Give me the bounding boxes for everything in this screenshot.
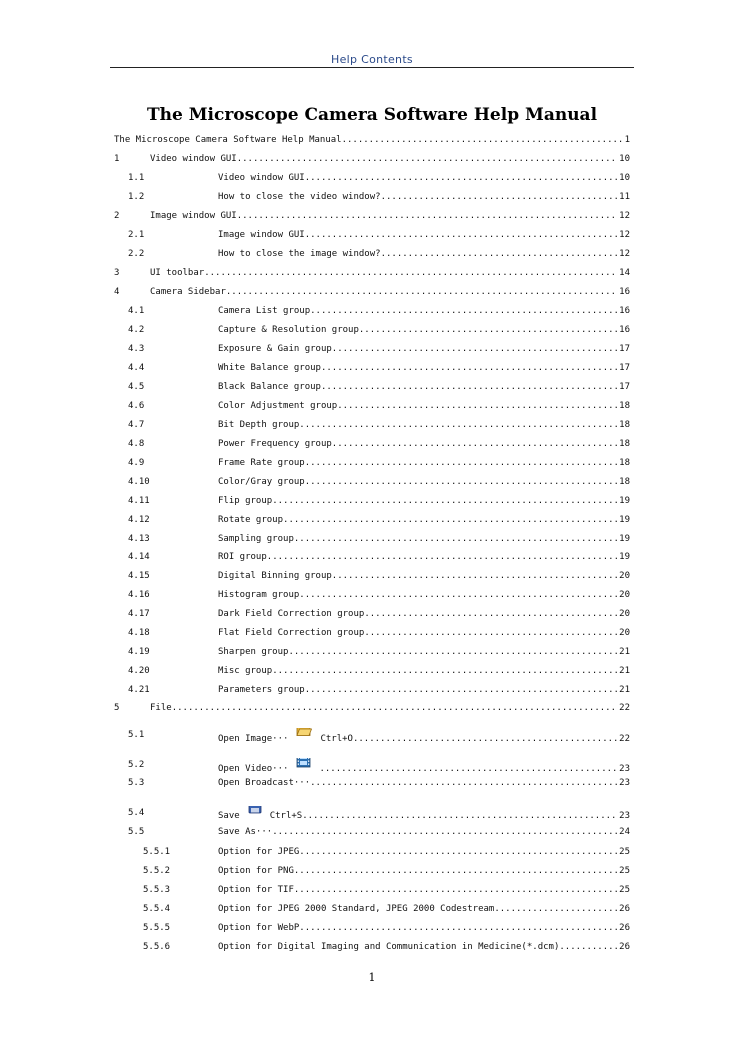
toc-entry-page: 25 [619,847,630,857]
dot-leader [272,825,618,839]
dot-leader [332,569,618,583]
toc-entry-title: Histogram group [218,590,300,600]
toc-entry-page: 18 [619,420,630,430]
toc-entry[interactable] [114,921,630,935]
toc-entry-page: 21 [619,685,630,695]
toc-entry-number: 5.5.4 [143,904,171,914]
dot-leader [288,645,618,659]
toc-entry-number: 2 [114,211,120,221]
toc-entry-page: 17 [619,363,630,373]
toc-entry-title: Capture & Resolution group [218,325,359,335]
toc-entry-page: 23 [619,763,630,774]
toc-entry-title: Video window GUI [150,154,237,164]
toc-entry-shortcut: Ctrl+O [320,733,353,744]
dot-leader [321,361,618,375]
toc-entry-page: 12 [619,230,630,240]
toc-entry[interactable] [114,475,630,489]
dot-leader [319,762,618,776]
toc-entry[interactable] [114,607,630,621]
toc-entry-number: 5.5.5 [143,923,171,933]
dot-leader [342,133,624,147]
toc-entry[interactable] [114,683,630,697]
page-number: 1 [368,971,376,984]
toc-entry-page: 22 [619,703,630,713]
dot-leader [364,607,618,621]
toc-entry-title: How to close the video window? [218,192,381,202]
dot-leader [381,247,619,261]
toc-entry-title: Power Frequency group [218,439,332,449]
toc-entry-title: UI toolbar [150,268,205,278]
toc-entry-page: 23 [619,778,630,788]
toc-entry[interactable] [114,437,630,451]
toc-entry-number: 1.1 [128,173,145,183]
toc-entry-number: 4.4 [128,363,145,373]
toc-entry-page: 21 [619,666,630,676]
dot-leader [294,532,618,546]
toc-entry-page: 26 [619,923,630,933]
dot-leader [305,171,618,185]
toc-entry-title: Sampling group [218,534,294,544]
dot-leader [172,701,618,715]
toc-entry-page: 10 [619,173,630,183]
dot-leader [381,190,619,204]
toc-entry-title: Camera Sidebar [150,287,226,297]
toc-entry-page: 18 [619,458,630,468]
toc-entry-number: 5.1 [128,730,145,740]
toc-entry[interactable] [114,152,630,166]
open-folder-icon [296,728,312,743]
dot-leader [294,864,618,878]
toc-entry-title: Rotate group [218,515,284,525]
toc-entry-page: 18 [619,477,630,487]
toc-entry-number: 5.5 [128,827,145,837]
toc-entry-title: Flip group [218,496,273,506]
document-title: The Microscope Camera Software Help Manual [146,105,598,125]
toc-entry[interactable] [114,883,630,897]
dot-leader [294,883,618,897]
toc-entry-number: 5.4 [128,808,145,818]
toc-entry-page: 25 [619,866,630,876]
toc-entry[interactable] [114,418,630,432]
toc-entry-title: Option for WebP [218,923,300,933]
toc-entry[interactable] [114,902,630,916]
toc-entry-page: 11 [619,192,630,202]
dot-leader [353,732,618,746]
dot-leader [237,152,618,166]
toc-entry-page: 21 [619,647,630,657]
dot-leader [310,776,618,790]
toc-entry-title: Open Image··· [218,733,289,744]
toc-entry-title: Digital Binning group [218,571,332,581]
toc-entry[interactable] [114,940,630,954]
toc-entry[interactable] [114,701,630,715]
toc-entry-page: 25 [619,885,630,895]
toc-entry-page: 20 [619,590,630,600]
dot-leader [359,323,618,337]
dot-leader [364,626,618,640]
toc-entry-title: Option for JPEG 2000 Standard, JPEG 2000 Codestream [218,904,495,914]
toc-entry[interactable] [114,209,630,223]
toc-entry-page: 12 [619,211,630,221]
toc-entry[interactable] [114,728,630,742]
toc-entry-number: 4.19 [128,647,150,657]
dot-leader [321,380,618,394]
dot-leader [299,418,618,432]
toc-entry-number: 2.2 [128,249,145,259]
dot-leader [283,513,618,527]
toc-entry-title: Sharpen group [218,647,289,657]
toc-entry-number: 4.10 [128,477,150,487]
toc-entry-title: Parameters group [218,685,305,695]
toc-entry-number: 4.14 [128,552,150,562]
toc-entry-number: 5.5.1 [143,847,171,857]
save-disk-icon [248,806,262,819]
toc-entry-page: 1 [624,135,630,145]
toc-entry[interactable] [114,825,630,839]
toc-entry-number: 4.16 [128,590,150,600]
toc-entry[interactable] [114,806,630,820]
toc-entry-page: 19 [619,515,630,525]
dot-leader [305,456,618,470]
toc-entry-title: Misc group [218,666,273,676]
toc-entry-number: 4.2 [128,325,145,335]
toc-entry[interactable] [114,645,630,659]
toc-entry-title: Save As··· [218,827,273,837]
dot-leader [299,588,618,602]
toc-entry-number: 1 [114,154,120,164]
toc-entry-title: Camera List group [218,306,311,316]
toc-entry-page: 18 [619,401,630,411]
dot-leader [272,494,618,508]
toc-entry-number: 4.3 [128,344,145,354]
toc-entry-number: 4.1 [128,306,145,316]
dot-leader [204,266,618,280]
dot-leader [299,845,618,859]
toc-entry-page: 22 [619,733,630,744]
toc-entry-number: 4.12 [128,515,150,525]
dot-leader [272,664,618,678]
toc-entry-title: Option for TIF [218,885,294,895]
toc-entry-title: Save [218,810,240,821]
dot-leader [299,921,618,935]
toc-entry-number: 5.5.2 [143,866,171,876]
dot-leader [559,940,618,954]
toc-entry[interactable] [114,588,630,602]
toc-entry-number: 4.15 [128,571,150,581]
toc-entry-number: 5.3 [128,778,145,788]
toc-entry[interactable] [114,247,630,261]
toc-entry-number: 4.5 [128,382,145,392]
dot-leader [267,550,618,564]
toc-entry-title: Color/Gray group [218,477,305,487]
dot-leader [305,475,618,489]
toc-entry-page: 19 [619,552,630,562]
toc-entry-page: 19 [619,534,630,544]
toc-entry-page: 17 [619,344,630,354]
toc-entry-number: 5.5.3 [143,885,171,895]
dot-leader [494,902,618,916]
dot-leader [332,437,618,451]
dot-leader [332,342,618,356]
toc-entry-page: 18 [619,439,630,449]
toc-entry[interactable] [114,776,630,790]
toc-entry-title: How to close the image window? [218,249,381,259]
toc-entry-number: 4.17 [128,609,150,619]
toc-entry-page: 23 [619,810,630,821]
toc-entry-number: 4.18 [128,628,150,638]
toc-entry[interactable] [114,494,630,508]
toc-entry-number: 1.2 [128,192,145,202]
toc-entry-title: White Balance group [218,363,321,373]
toc-entry-number: 5.5.6 [143,942,171,952]
toc-entry-number: 4.6 [128,401,145,411]
toc-entry[interactable] [114,380,630,394]
toc-entry-title: Exposure & Gain group [218,344,332,354]
toc-entry-number: 4.9 [128,458,145,468]
toc-entry[interactable] [114,626,630,640]
toc-entry[interactable] [114,285,630,299]
dot-leader [226,285,618,299]
toc-entry[interactable] [114,864,630,878]
dot-leader [305,228,618,242]
toc-entry-page: 16 [619,306,630,316]
toc-entry-page: 16 [619,287,630,297]
toc-entry-title: Color Adjustment group [218,401,338,411]
toc-entry[interactable] [114,513,630,527]
dot-leader [310,304,618,318]
toc-entry-title: Image window GUI [150,211,237,221]
toc-entry[interactable] [114,532,630,546]
dot-leader [302,809,618,823]
toc-entry[interactable] [114,190,630,204]
toc-entry[interactable] [114,266,630,280]
toc-entry-number: 4.20 [128,666,150,676]
toc-entry-number: 5.2 [128,760,145,770]
dot-leader [305,683,618,697]
toc-entry[interactable] [114,845,630,859]
toc-entry[interactable] [114,228,630,242]
toc-entry-number: 4.21 [128,685,150,695]
toc-entry-page: 20 [619,628,630,638]
toc-entry-title: Option for JPEG [218,847,300,857]
toc-entry-title: ROI group [218,552,267,562]
toc-entry-page: 19 [619,496,630,506]
toc-entry[interactable] [114,664,630,678]
toc-entry-title: Dark Field Correction group [218,609,365,619]
toc-entry[interactable] [114,171,630,185]
toc-entry-number: 4.13 [128,534,150,544]
toc-entry-page: 26 [619,942,630,952]
toc-entry-title: Open Broadcast··· [218,778,311,788]
toc-entry[interactable] [114,399,630,413]
toc-entry-title: The Microscope Camera Software Help Manual [114,135,342,145]
toc-entry-number: 5 [114,703,120,713]
toc-entry-page: 20 [619,571,630,581]
toc-entry[interactable] [114,569,630,583]
toc-entry[interactable] [114,323,630,337]
toc-entry-page: 26 [619,904,630,914]
toc-entry-title: Flat Field Correction group [218,628,365,638]
dot-leader [237,209,618,223]
toc-entry[interactable] [114,304,630,318]
toc-entry-number: 2.1 [128,230,145,240]
toc-entry-page: 20 [619,609,630,619]
toc-entry-title: Open Video··· [218,763,289,774]
toc-entry-page: 24 [619,827,630,837]
toc-entry-title: Option for PNG [218,866,294,876]
toc-entry[interactable] [114,758,630,772]
toc-entry-page: 14 [619,268,630,278]
toc-entry-page: 17 [619,382,630,392]
film-icon [296,758,311,773]
toc-entry-title: Image window GUI [218,230,305,240]
toc-entry-number: 4.11 [128,496,150,506]
toc-entry-title: Option for Digital Imaging and Communication in Medicine(*.dcm) [218,942,560,952]
toc-entry-number: 3 [114,268,120,278]
toc-entry[interactable] [114,342,630,356]
toc-entry-number: 4 [114,287,120,297]
toc-entry-title: Black Balance group [218,382,321,392]
toc-entry[interactable] [114,456,630,470]
toc-entry[interactable] [114,550,630,564]
toc-entry-title: File [150,703,172,713]
toc-entry-title: Frame Rate group [218,458,305,468]
toc-entry-number: 4.7 [128,420,145,430]
toc-entry[interactable] [114,361,630,375]
toc-entry[interactable] [114,133,630,147]
header-divider [110,67,634,68]
toc-entry-shortcut: Ctrl+S [269,810,303,821]
toc-entry-page: 12 [619,249,630,259]
toc-entry-number: 4.8 [128,439,145,449]
toc-entry-title: Video window GUI [218,173,305,183]
toc-entry-title: Bit Depth group [218,420,300,430]
running-header: Help Contents [331,53,413,66]
toc-entry-page: 16 [619,325,630,335]
toc-entry-page: 10 [619,154,630,164]
dot-leader [337,399,618,413]
